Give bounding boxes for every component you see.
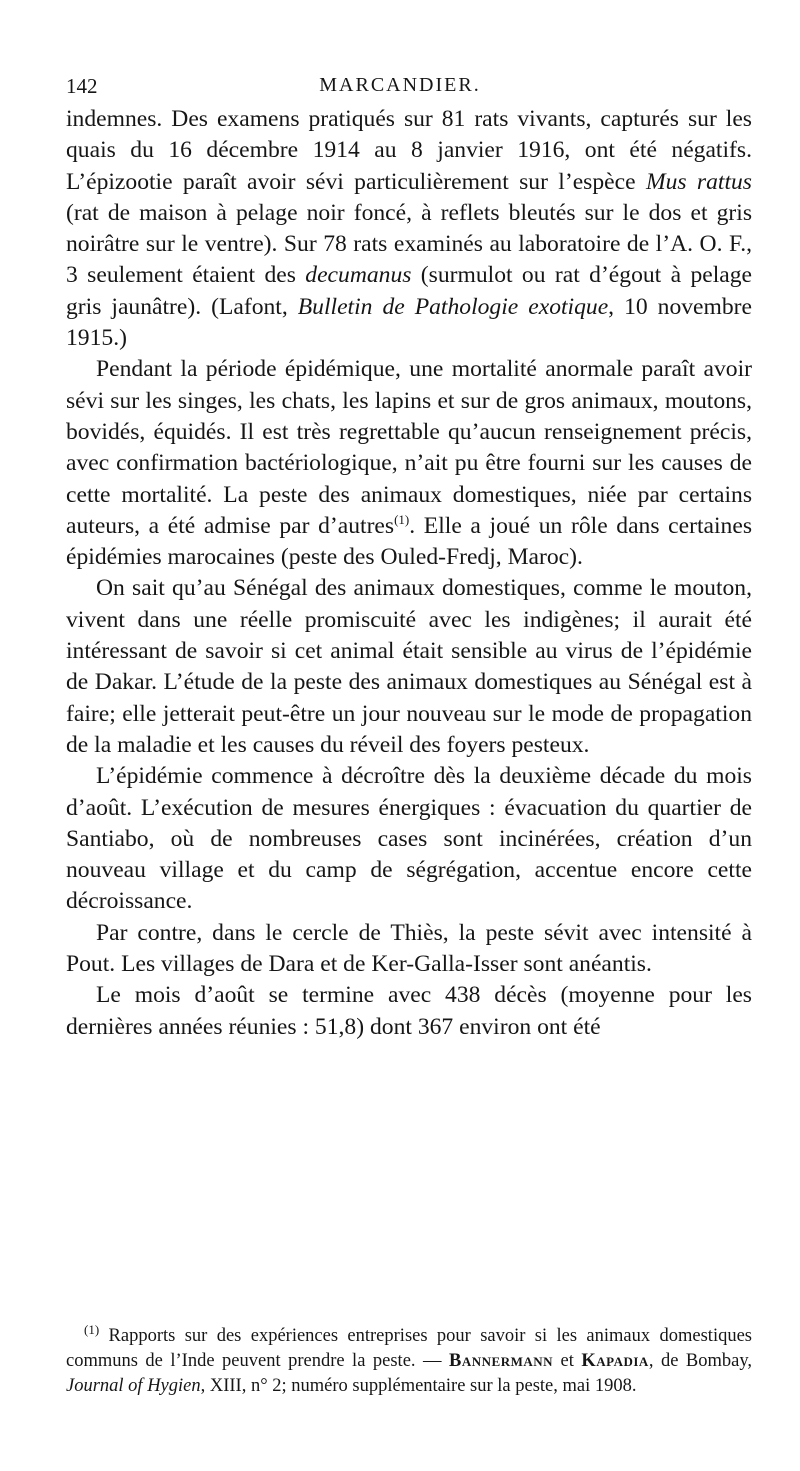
footnote-reference: (1) — [84, 1321, 100, 1337]
text-run: . Elle a joué un rôle dans certaines épidémies marocaines (peste des Ouled-Fredj, Maroc). — [66, 512, 753, 571]
paragraph — [66, 104, 752, 354]
text-run: (rat de maison à pelage noir foncé, à reflets bleutés sur le dos et gris noirâtre sur le ventre). Sur 78 rats examinés au laboratoire de l’A. O. F., 3 seulement étaient des — [66, 199, 752, 289]
text-run: L’épidémie commence à décroître dès la deuxième décade du mois d’août. L’exécution de mesures énergiques : évacuation du quartier de Santiabo, où de nombreuses cases sont incinérées, création d’un nouveau village et du camp de ségrégation, accentue encore cette décroissance. — [66, 763, 752, 915]
text-run: , XIII, n° 2; numéro supplémentaire sur la peste, mai 1908. — [200, 1376, 637, 1396]
footnotes — [66, 1321, 752, 1399]
text-run: (surmulot ou rat d’égout à pelage gris jaunâtre). (Lafont, — [66, 262, 753, 320]
paragraph — [66, 980, 752, 1043]
text-run: Pendant la période épidémique, une mortalité anormale paraît avoir sévi sur les singes, les chats, les lapins et sur de gros animaux, moutons, bovidés, équidés. Il est très regrettable qu’aucun renseignement précis, avec confirmation bactériologique, n’ait pu être fourni sur les causes de cette mortalité. La peste des animaux domestiques, niée par certains auteurs, a été admise par d’autres — [66, 356, 752, 539]
page-header — [66, 64, 734, 104]
italic-text: Journal of Hygien — [66, 1376, 201, 1396]
text-run: , de Bombay, — [648, 1351, 752, 1371]
author-name: Kapadia — [581, 1351, 649, 1371]
text-run: indemnes. Des examens pratiqués sur 81 rats vivants, capturés sur les quais du 16 décembre 1914 au 8 janvier 1916, ont été négatifs. L’épizootie paraît avoir sévi particulièrement sur l’espèce — [66, 106, 752, 195]
page-number: 142 — [66, 74, 98, 98]
text-run: et — [553, 1351, 582, 1371]
footnote — [66, 1321, 752, 1399]
body-text — [66, 104, 752, 1043]
text-run: , 10 novembre 1915.) — [66, 293, 752, 352]
text-run: Le mois d’août se termine avec 438 décès (moyenne pour les dernières années réunies : 51,8) dont 367 environ ont été — [66, 982, 752, 1040]
text-run: Par contre, dans le cercle de Thiès, la peste sévit avec intensité à Pout. Les villages de Dara et de Ker-Galla-Isser sont anéantis. — [66, 919, 752, 978]
text-run: On sait qu’au Sénégal des animaux domestiques, comme le mouton, vivent dans une réelle promiscuité avec les indigènes; il aurait été intéressant de savoir si cet animal était sensible au virus de l’épidémie de Dakar. L’étude de la peste des animaux domestiques au Sénégal est à faire; elle jetterait peut-être un jour nouveau sur le mode de propagation de la maladie et les causes du réveil des foyers pesteux. — [66, 575, 752, 758]
footnote-reference: (1) — [394, 512, 410, 527]
running-title: MARCANDIER. — [319, 74, 481, 96]
author-name: Bannermann — [449, 1351, 554, 1371]
paragraph — [66, 918, 752, 981]
italic-text: Bulletin de Pathologie exotique — [297, 293, 609, 320]
paragraph — [66, 761, 752, 917]
italic-text: Mus rattus — [645, 168, 752, 195]
text-run: Rapports sur des expériences entreprises pour savoir si les animaux domestiques communs de l’Inde peuvent prendre la peste. — — [66, 1326, 752, 1371]
paragraph — [66, 573, 752, 761]
paragraph — [66, 354, 752, 573]
italic-text: decumanus — [305, 262, 412, 289]
